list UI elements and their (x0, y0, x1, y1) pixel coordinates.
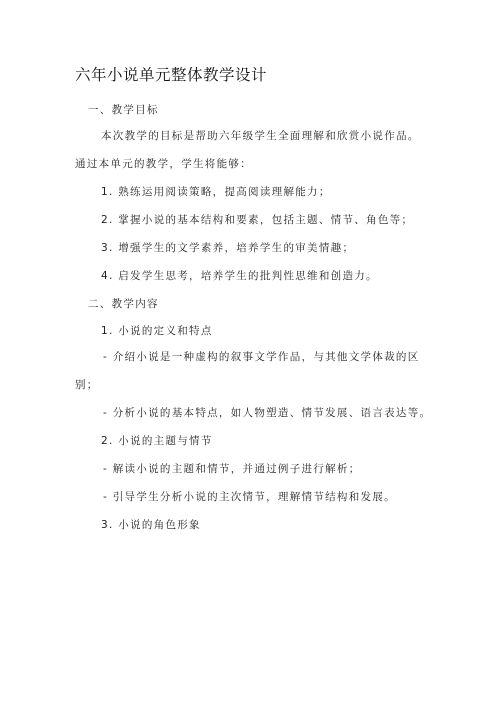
list-item: - 介绍小说是一种虚构的叙事文学作品，与其他文学体裁的区 (103, 351, 420, 363)
subsection-heading: 1. 小说的定义和特点 (101, 325, 213, 337)
paragraph-line: 本次教学的目标是帮助六年级学生全面理解和欣赏小说作品。 (101, 130, 420, 142)
list-item: - 分析小说的基本特点，如人物塑造、情节发展、语言表达等。 (103, 407, 432, 419)
subsection-heading: 3. 小说的角色形象 (101, 519, 201, 531)
paragraph-line: 通过本单元的教学，学生将能够： (75, 158, 252, 170)
list-item: - 解读小说的主题和情节，并通过例子进行解析； (103, 463, 361, 475)
subsection-heading: 2. 小说的主题与情节 (101, 435, 213, 447)
paragraph-line: 别； (75, 379, 99, 391)
list-item: 3. 增强学生的文学素养，培养学生的审美情趣； (101, 242, 355, 254)
list-item: 4. 启发学生思考，培养学生的批判性思维和创造力。 (101, 270, 378, 282)
section-heading-objectives: 一、教学目标 (88, 104, 159, 116)
list-item: 1. 熟练运用阅读策略，提高阅读理解能力； (101, 186, 331, 198)
document-title: 六年小说单元整体教学设计 (75, 66, 268, 84)
list-item: - 引导学生分析小说的主次情节，理解情节结构和发展。 (103, 491, 396, 503)
list-item: 2. 掌握小说的基本结构和要素，包括主题、情节、角色等； (101, 214, 414, 226)
section-heading-content: 二、教学内容 (88, 298, 159, 310)
